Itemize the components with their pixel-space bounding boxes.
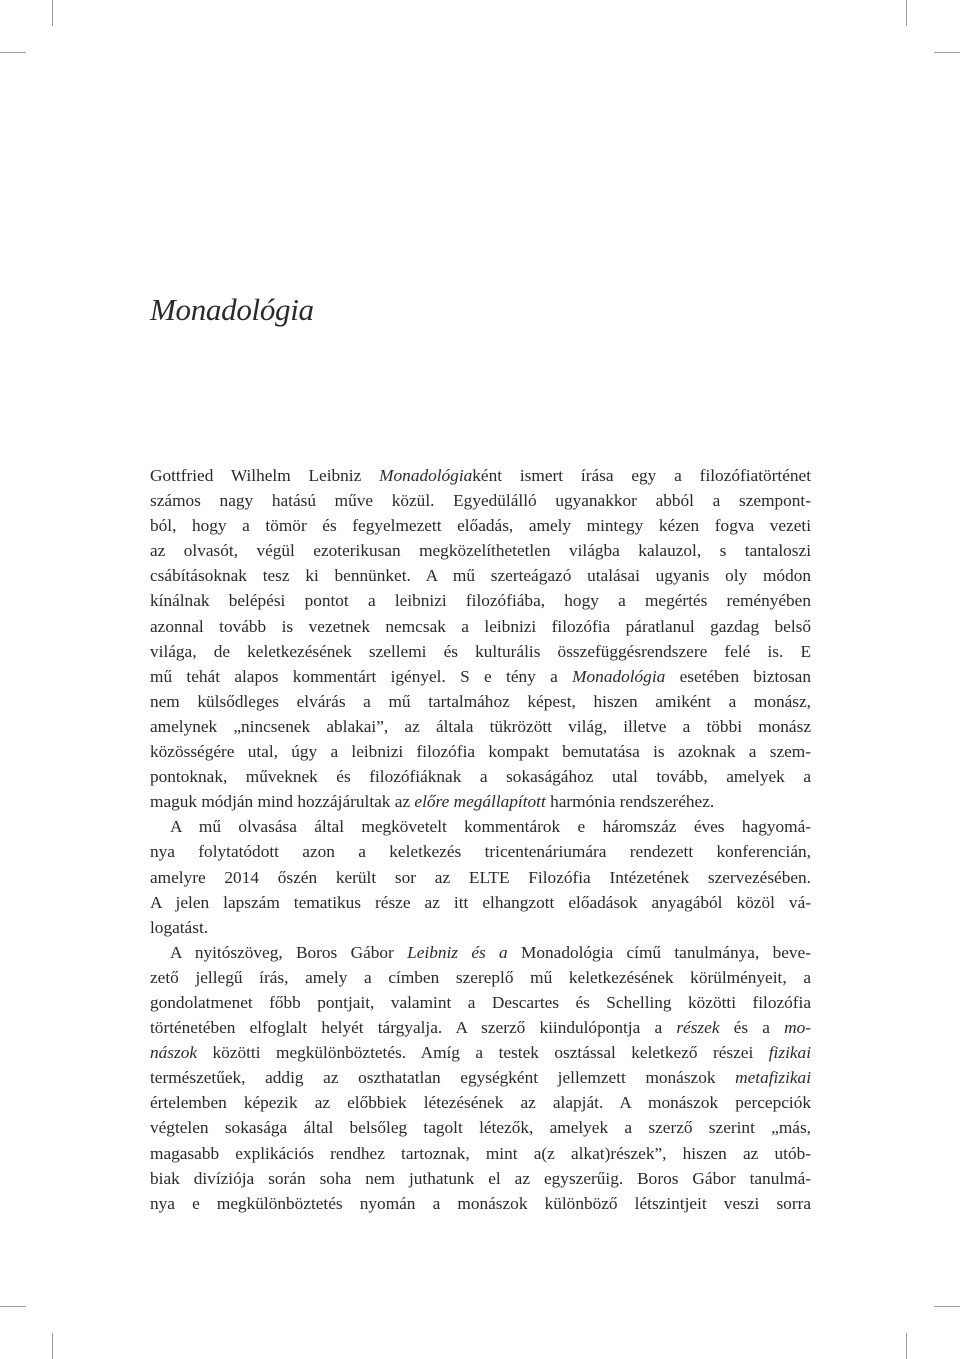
text-line <box>150 1040 811 1065</box>
text-segment: történetében elfoglalt helyét tárgyalja. A szerző kiindulópontja a <box>150 1018 677 1038</box>
text-segment: csábításoknak tesz ki bennünket. A mű szerteágazó utalásai ugyanis oly módon <box>150 566 811 586</box>
text-line <box>150 764 811 789</box>
text-segment: harmónia rendszeréhez. <box>545 792 715 812</box>
text-segment: maguk módján mind hozzájárultak az <box>150 792 415 812</box>
italic-text: Monadológia <box>572 666 666 686</box>
text-line <box>150 614 811 639</box>
italic-text: részek <box>676 1018 720 1038</box>
text-segment: A mű olvasása által megkövetelt kommentárok e háromszáz éves hagyomá- <box>170 817 811 837</box>
text-segment: magasabb explikációs rendhez tartoznak, mint a(z alkat)részek”, hiszen az utób- <box>150 1143 811 1163</box>
text-segment: ból, hogy a tömör és fegyelmezett előadás, amely mintegy kézen fogva vezeti <box>150 516 811 536</box>
text-segment: mű tehát alapos kommentárt igényel. S e tény a <box>150 666 573 686</box>
text-segment: biak divíziója során soha nem juthatunk el az egyszerűig. Boros Gábor tanulmá- <box>150 1168 811 1188</box>
italic-text: mo- <box>784 1018 812 1038</box>
text-line <box>150 1115 811 1140</box>
crop-mark-bottom-right-h <box>934 1306 960 1307</box>
text-line <box>150 639 811 664</box>
text-segment: zető jellegű írás, amely a címben szereplő mű keletkezésének körülményeit, a <box>150 967 811 987</box>
text-segment: nya e megkülönböztetés nyomán a monászok különböző létszintjeit veszi sorra <box>150 1193 811 1213</box>
text-segment: világa, de keletkezésének szellemi és kulturális összefüggésrendszere felé is. E <box>150 641 811 661</box>
crop-mark-bottom-left-h <box>0 1306 26 1307</box>
text-segment: ként ismert írása egy a filozófiatörténet <box>472 466 812 485</box>
italic-text: előre megállapított <box>414 792 546 812</box>
text-segment: logatást. <box>150 917 209 937</box>
text-line <box>150 488 811 513</box>
text-line <box>150 789 811 814</box>
text-line <box>150 865 811 890</box>
text-segment: amelynek „nincsenek ablakai”, az általa tükrözött világ, illetve a többi monász <box>150 716 811 736</box>
text-line <box>150 940 811 965</box>
text-line <box>150 1015 811 1040</box>
text-line <box>150 513 811 538</box>
text-segment: végtelen sokasága által belsőleg tagolt létezők, amelyek a szerző szerint „más, <box>150 1118 811 1138</box>
text-segment: közötti megkülönböztetés. Amíg a testek osztással keletkező részei <box>197 1043 769 1063</box>
text-segment: A nyitószöveg, Boros Gábor <box>170 942 408 962</box>
text-segment: nem külsődleges elvárás a mű tartalmához képest, hiszen amiként a monász, <box>150 691 811 711</box>
text-segment: számos nagy hatású műve közül. Egyedülálló ugyanakkor abból a szempont- <box>150 491 811 511</box>
text-segment: és a <box>719 1018 785 1038</box>
text-line <box>150 1090 811 1115</box>
text-segment: amelyre 2014 őszén került sor az ELTE Filozófia Intézetének szervezésében. <box>150 867 811 887</box>
crop-mark-bottom-right <box>906 1333 907 1359</box>
text-line <box>150 463 811 488</box>
text-segment: azonnal tovább is vezetnek nemcsak a leibnizi filozófia páratlanul gazdag belső <box>150 616 811 636</box>
text-line <box>150 1191 811 1216</box>
text-line <box>150 714 811 739</box>
text-segment: közösségére utal, úgy a leibnizi filozófia kompakt bemutatása is azoknak a szem- <box>150 742 811 762</box>
text-segment: természetűek, addig az oszthatatlan egységként jellemzett monászok <box>150 1068 736 1088</box>
text-line <box>150 1166 811 1191</box>
crop-mark-top-right-h <box>934 52 960 53</box>
italic-text: fizikai <box>768 1043 811 1063</box>
text-line <box>150 915 811 940</box>
crop-mark-bottom-left <box>52 1333 53 1359</box>
text-segment: nya folytatódott azon a keletkezés tricentenáriumára rendezett konferencián, <box>150 842 811 862</box>
text-line <box>150 588 811 613</box>
text-segment: gondolatmenet főbb pontjait, valamint a Descartes és Schelling közötti filozófia <box>150 992 811 1012</box>
article-body <box>150 463 811 1216</box>
text-line <box>150 839 811 864</box>
text-segment: Monadológia című tanulmánya, beve- <box>507 942 811 962</box>
text-segment: értelemben képezik az előbbiek létezésének az alapját. A monászok percepciók <box>150 1093 811 1113</box>
crop-mark-top-left-h <box>0 52 26 53</box>
crop-mark-top-right <box>906 0 907 26</box>
text-segment: az olvasót, végül ezoterikusan megközelíthetetlen világba kalauzol, s tantaloszi <box>150 541 811 561</box>
text-segment: kínálnak belépési pontot a leibnizi filozófiába, hogy a megértés reményében <box>150 591 811 611</box>
text-line <box>150 664 811 689</box>
crop-mark-top-left <box>52 0 53 26</box>
page-title: Monadológia <box>150 292 314 327</box>
text-segment: pontoknak, műveknek és filozófiáknak a sokaságához utal tovább, amelyek a <box>150 767 811 787</box>
italic-text: metafizikai <box>735 1068 811 1088</box>
text-segment: Gottfried Wilhelm Leibniz <box>150 466 380 485</box>
italic-text: Leibniz és a <box>407 942 508 962</box>
text-line <box>150 814 811 839</box>
text-line <box>150 739 811 764</box>
text-line <box>150 563 811 588</box>
italic-text: Monadológia <box>379 466 473 485</box>
text-segment: esetében biztosan <box>665 666 811 686</box>
text-line <box>150 1141 811 1166</box>
text-line <box>150 990 811 1015</box>
text-line <box>150 538 811 563</box>
text-line <box>150 965 811 990</box>
text-segment: A jelen lapszám tematikus része az itt elhangzott előadások anyagából közöl vá- <box>150 892 811 912</box>
italic-text: nászok <box>150 1043 198 1063</box>
text-line <box>150 890 811 915</box>
text-line <box>150 1065 811 1090</box>
text-line <box>150 689 811 714</box>
